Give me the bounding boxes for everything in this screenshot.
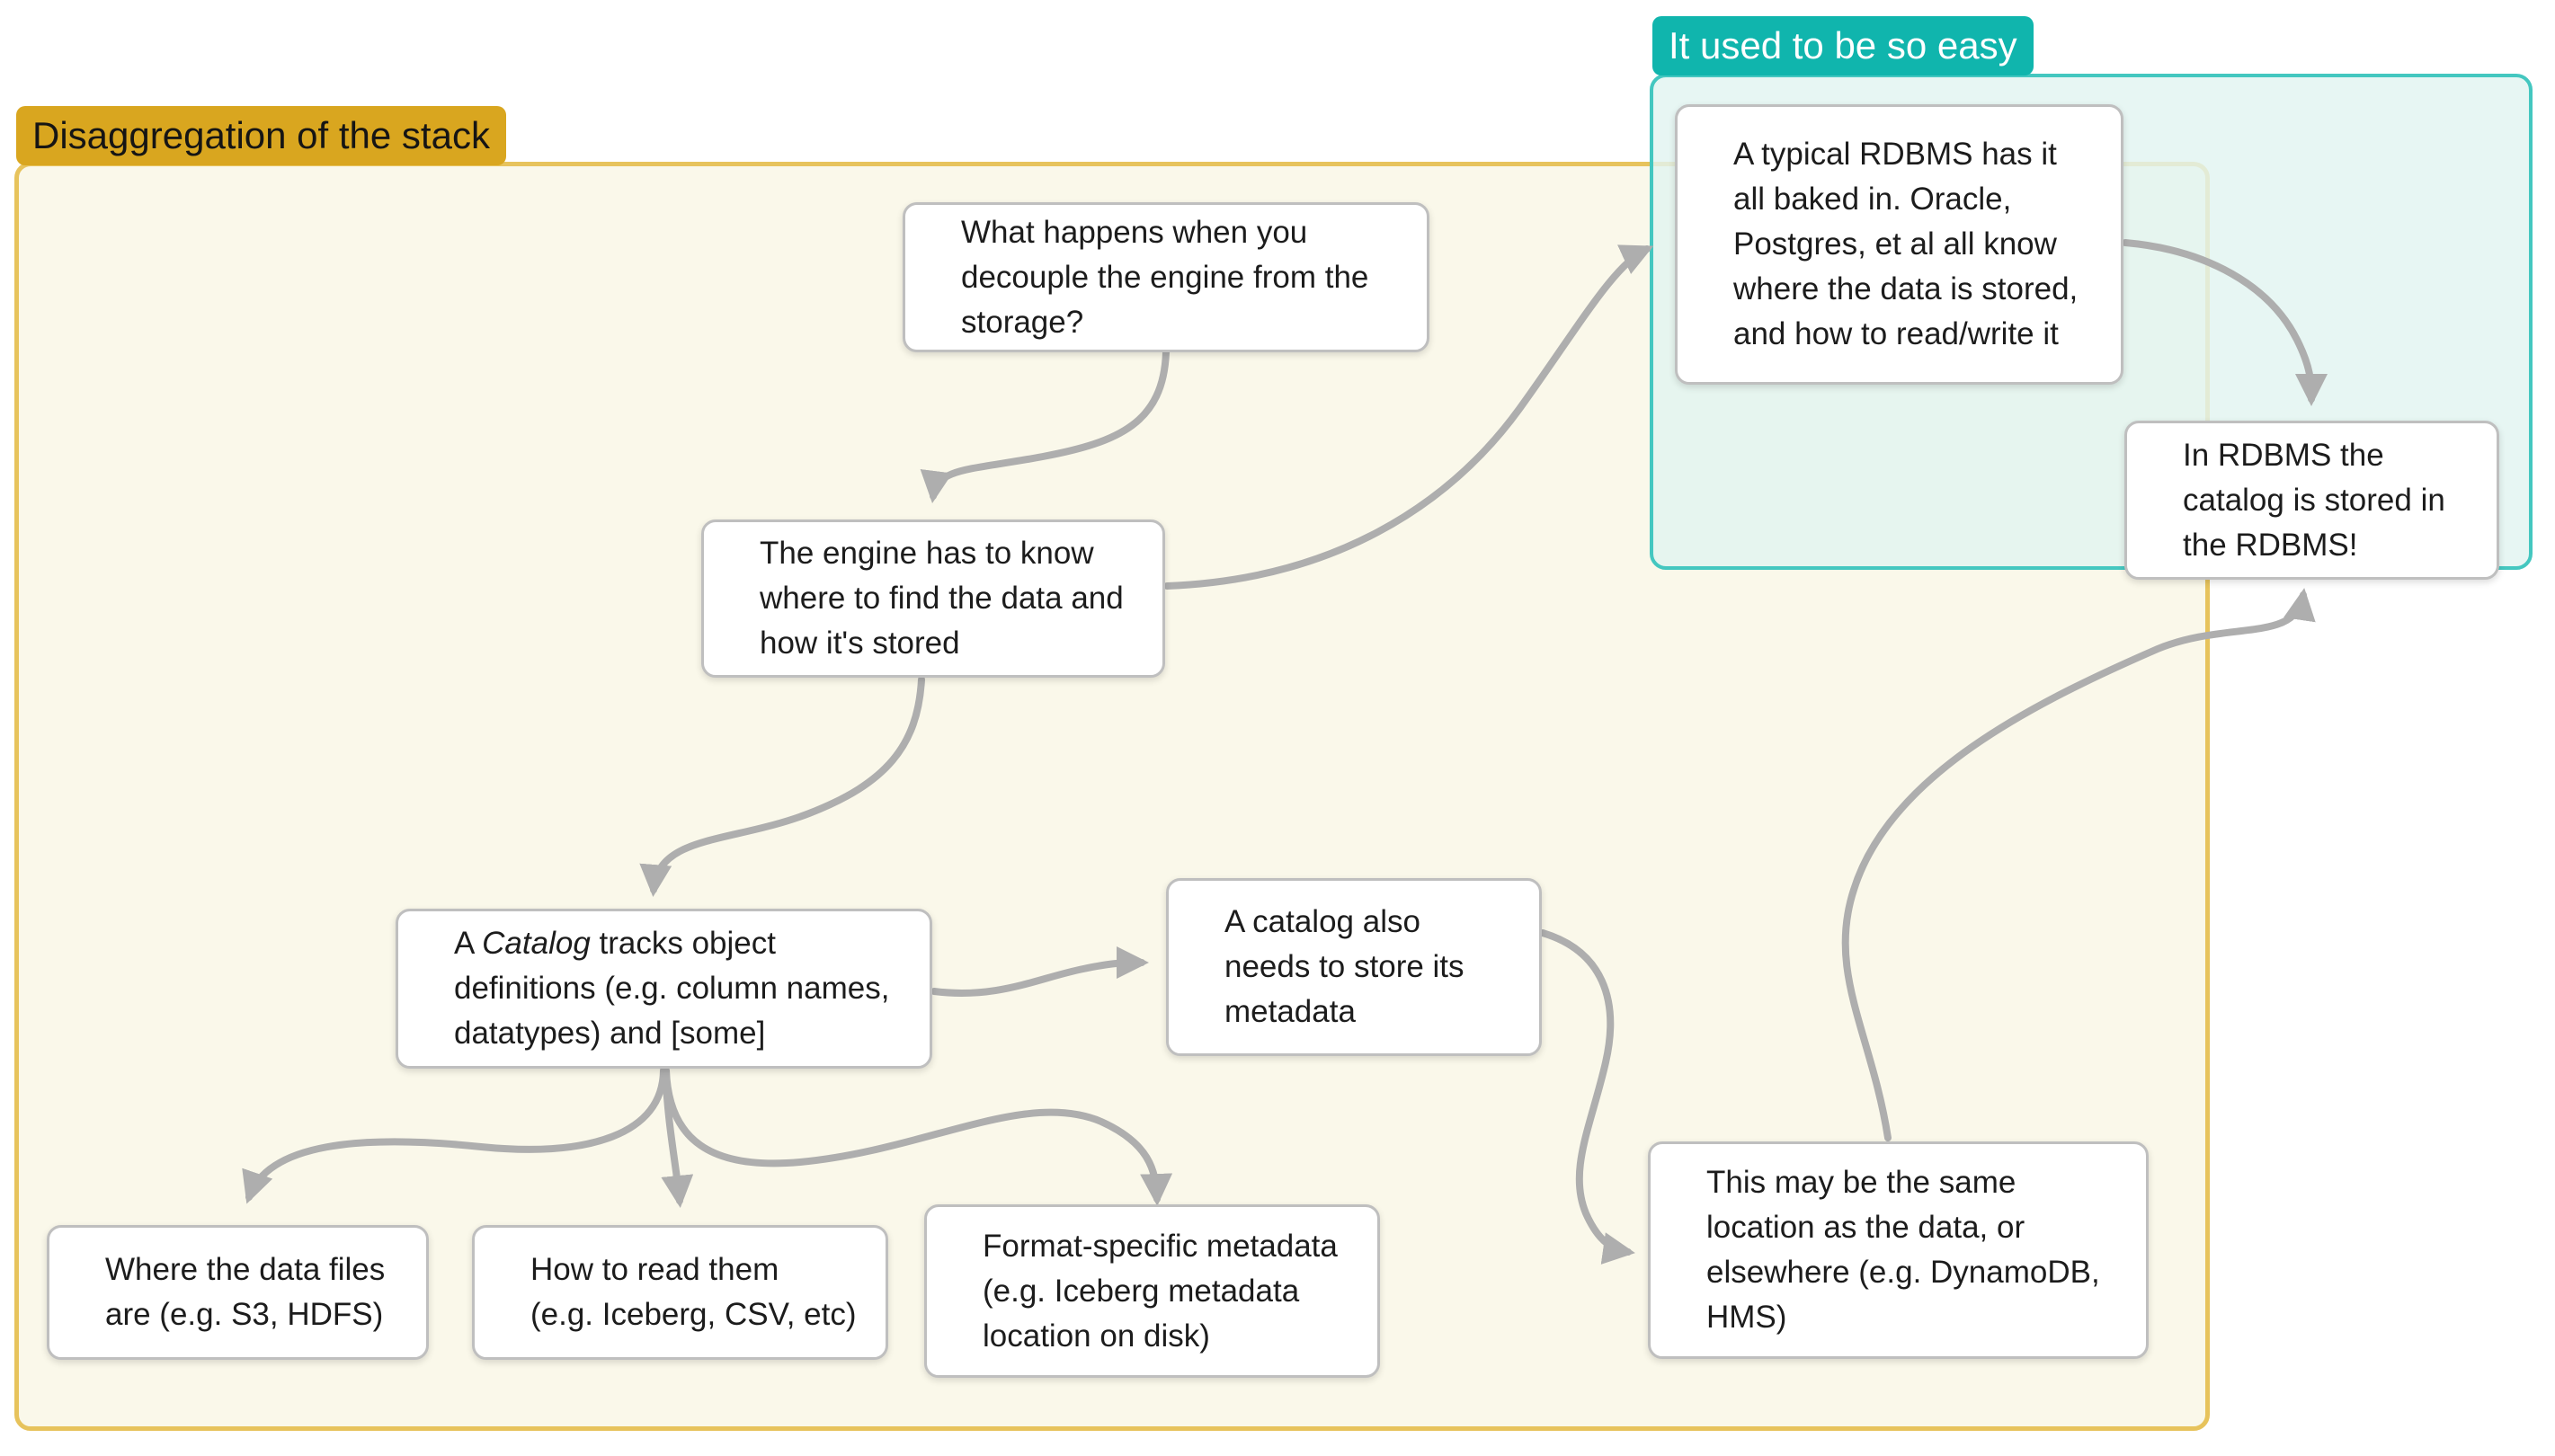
node-text-line: What happens when you	[961, 214, 1308, 250]
node-text-line: needs to store its	[1224, 949, 1464, 984]
group-label-disaggregation: Disaggregation of the stack	[16, 106, 506, 165]
node-text-line: How to read them	[530, 1252, 779, 1287]
arrow-what-happens-to-engine	[933, 352, 1166, 496]
node-text-line: datatypes) and [some]	[454, 1016, 766, 1051]
node-text-line: how it's stored	[760, 626, 960, 661]
arrow-same-location-to-in-rdbms	[1846, 595, 2303, 1138]
arrow-catalog-metadata-to-same-location	[1543, 933, 1628, 1252]
group-label-easy: It used to be so easy	[1652, 16, 2034, 75]
arrow-catalog-tracks-to-where-files	[249, 1070, 663, 1197]
node-text-line: where the data is stored,	[1733, 271, 2079, 306]
node-text-line: where to find the data and	[760, 581, 1124, 616]
node-text-line: location on disk)	[983, 1318, 1210, 1354]
node-text-line: all baked in. Oracle,	[1733, 182, 2012, 217]
node-text-line: (e.g. Iceberg, CSV, etc)	[530, 1297, 857, 1332]
node-text-part: A	[454, 926, 483, 961]
node-text-line: elsewhere (e.g. DynamoDB,	[1706, 1255, 2100, 1290]
node-text-line: This may be the same	[1706, 1165, 2016, 1200]
node-text-line: storage?	[961, 304, 1084, 340]
node-text-line: Postgres, et al all know	[1733, 226, 2057, 262]
node-text-line: are (e.g. S3, HDFS)	[105, 1297, 384, 1332]
arrow-engine-to-catalog-tracks	[654, 679, 921, 890]
node-text-line: decouple the engine from the	[961, 259, 1369, 295]
node-text-line: the RDBMS!	[2183, 527, 2358, 563]
node-text-line: metadata	[1224, 994, 1356, 1029]
node-text-line: A typical RDBMS has it	[1733, 137, 2057, 172]
node-text-line	[454, 921, 913, 966]
node-text-line: catalog is stored in	[2183, 482, 2445, 518]
node-where-files	[47, 1225, 429, 1360]
node-text-line: HMS)	[1706, 1300, 1787, 1335]
node-text-part: tracks object	[590, 926, 776, 961]
node-text-italic: Catalog	[482, 926, 591, 961]
arrow-catalog-tracks-to-catalog-metadata	[934, 963, 1142, 993]
node-typical-rdbms	[1675, 104, 2123, 385]
node-engine	[701, 519, 1165, 678]
node-in-rdbms	[2124, 421, 2499, 580]
node-text-line: The engine has to know	[760, 536, 1094, 571]
arrow-typical-rdbms-to-in-rdbms	[2125, 243, 2311, 399]
node-how-read	[472, 1225, 888, 1360]
node-text-line: In RDBMS the	[2183, 437, 2384, 473]
node-what-happens	[903, 202, 1429, 352]
node-same-location	[1648, 1141, 2149, 1359]
node-catalog-metadata	[1166, 878, 1542, 1056]
arrow-catalog-tracks-to-format-metadata	[666, 1070, 1157, 1199]
node-text-line: (e.g. Iceberg metadata	[983, 1273, 1300, 1309]
node-text-line: Where the data files	[105, 1252, 386, 1287]
node-format-metadata	[924, 1204, 1380, 1378]
node-text-line: Format-specific metadata	[983, 1228, 1338, 1264]
node-text-line: location as the data, or	[1706, 1210, 2025, 1245]
node-text-line: definitions (e.g. column names,	[454, 971, 890, 1006]
node-text-line: A catalog also	[1224, 904, 1420, 939]
node-text-line: and how to read/write it	[1733, 316, 2059, 351]
node-catalog-tracks	[396, 909, 932, 1069]
